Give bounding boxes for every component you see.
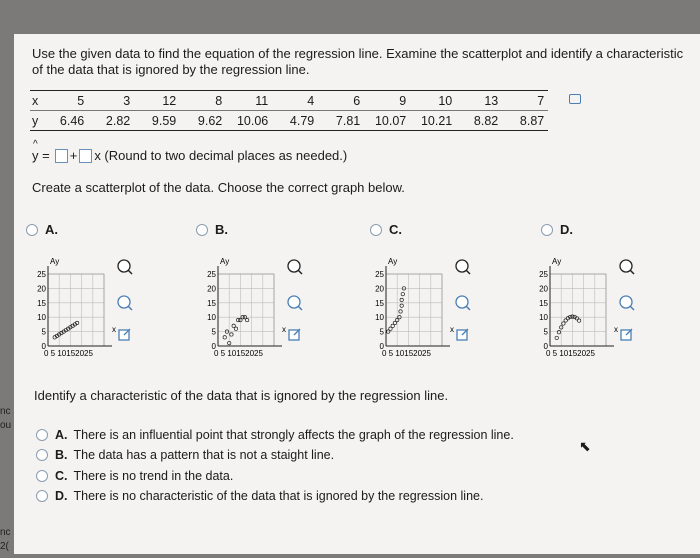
data-point: [400, 304, 403, 307]
y-tick-label: 25: [207, 270, 216, 279]
mouse-cursor-icon: ⬉: [579, 438, 591, 454]
scatter-svg: [364, 258, 474, 376]
choice-b-radio[interactable]: [36, 449, 48, 461]
scatterplot-c: [364, 258, 474, 376]
intercept-input[interactable]: [55, 149, 68, 163]
data-point: [401, 292, 404, 295]
y-tick-label: 20: [539, 284, 548, 294]
y-tick-label: 10: [375, 313, 384, 323]
y-tick-label: 0: [211, 342, 216, 351]
y-tick-label: 5: [41, 327, 46, 337]
y-tick-label: 25: [539, 270, 548, 279]
plot-frame: [550, 274, 606, 346]
data-point: [399, 310, 402, 313]
x-value: 9: [364, 91, 410, 111]
choice-a-radio[interactable]: [36, 429, 48, 441]
y-value: 7.81: [318, 111, 364, 131]
y-axis-label: Ay: [388, 258, 398, 266]
zoom-in-icon[interactable]: [288, 260, 302, 274]
side-fragment-2: ou: [0, 420, 12, 431]
zoom-in-icon[interactable]: [620, 260, 634, 274]
choice-a-text: There is an influential point that strongly affects the graph of the regression line.: [73, 428, 514, 442]
y-tick-label: 5: [379, 327, 384, 337]
side-fragment-4: 2(: [0, 541, 9, 552]
data-point: [557, 331, 560, 334]
x-label: x: [30, 91, 42, 111]
x-axis-label: x: [282, 325, 286, 334]
radio-d[interactable]: [541, 224, 553, 236]
x-value: 10: [410, 91, 456, 111]
zoom-out-icon[interactable]: [288, 296, 302, 310]
plot-frame: [386, 274, 442, 346]
y-tick-label: 25: [375, 270, 384, 279]
x-axis-label: x: [450, 325, 454, 334]
x-value: 12: [134, 91, 180, 111]
choice-d-text: There is no characteristic of the data that is ignored by the regression line.: [73, 489, 484, 503]
choice-c[interactable]: [36, 469, 233, 483]
side-fragment-1: nc: [0, 406, 11, 417]
x-value: 7: [502, 91, 548, 111]
option-d-radio[interactable]: [541, 222, 573, 237]
y-value: 9.59: [134, 111, 180, 131]
radio-c[interactable]: [370, 224, 382, 236]
y-value: 10.21: [410, 111, 456, 131]
x-value: 8: [180, 91, 226, 111]
x-tick-labels: 0 5 10152025: [382, 349, 431, 358]
y-tick-label: 15: [37, 298, 46, 308]
data-point: [230, 333, 233, 336]
x-tick-labels: 0 5 10152025: [546, 349, 595, 358]
y-value: 2.82: [88, 111, 134, 131]
data-point: [577, 319, 580, 322]
y-tick-label: 10: [539, 313, 548, 323]
plot-frame: [218, 274, 274, 346]
x-value: 3: [88, 91, 134, 111]
scatter-svg: [26, 258, 136, 376]
data-point: [400, 298, 403, 301]
y-tick-label: 15: [539, 298, 548, 308]
y-value: 10.06: [226, 111, 272, 131]
y-tick-label: 0: [41, 342, 46, 351]
option-c-label: C.: [389, 222, 402, 237]
choice-a-letter: A.: [55, 428, 68, 442]
zoom-out-icon[interactable]: [118, 296, 132, 310]
data-point: [232, 324, 235, 327]
slope-input[interactable]: [79, 149, 92, 163]
question-panel: [14, 34, 700, 554]
plot-frame: [48, 274, 104, 346]
x-row: [30, 91, 548, 111]
zoom-out-icon[interactable]: [620, 296, 634, 310]
choice-d-radio[interactable]: [36, 490, 48, 502]
y-value: 4.79: [272, 111, 318, 131]
side-fragment-3: nc: [0, 527, 11, 538]
data-point: [223, 336, 226, 339]
choice-b-letter: B.: [55, 448, 68, 462]
scatter-svg: [196, 258, 306, 376]
y-tick-label: 15: [375, 298, 384, 308]
characteristic-question: Identify a characteristic of the data that is ignored by the regression line.: [34, 388, 449, 403]
y-value: 6.46: [42, 111, 88, 131]
option-c-radio[interactable]: [370, 222, 402, 237]
x-value: 11: [226, 91, 272, 111]
choice-a[interactable]: [36, 428, 514, 442]
x-value: 5: [42, 91, 88, 111]
y-label: y: [30, 111, 42, 131]
enlarge-icon[interactable]: [289, 329, 300, 340]
x-tick-labels: 0 5 10152025: [214, 349, 263, 358]
x-tick-labels: 0 5 10152025: [44, 349, 93, 358]
choice-b[interactable]: [36, 448, 334, 462]
scatterplot-instruction: Create a scatterplot of the data. Choose the correct graph below.: [32, 180, 405, 195]
data-point: [562, 322, 565, 325]
zoom-in-icon[interactable]: [118, 260, 132, 274]
y-tick-label: 0: [379, 342, 384, 351]
y-axis-label: Ay: [220, 258, 230, 266]
radio-a[interactable]: [26, 224, 38, 236]
enlarge-icon[interactable]: [457, 329, 468, 340]
y-value: 10.07: [364, 111, 410, 131]
choice-d[interactable]: [36, 489, 483, 503]
choice-b-text: The data has a pattern that is not a staight line.: [73, 448, 335, 462]
x-axis-label: x: [614, 325, 618, 334]
option-d-label: D.: [560, 222, 573, 237]
y-value: 8.82: [456, 111, 502, 131]
y-row: [30, 111, 548, 131]
y-hat-label: ^ y =: [32, 148, 50, 163]
y-value: 8.87: [502, 111, 548, 131]
scatterplot-b: [196, 258, 306, 376]
y-tick-label: 20: [375, 284, 384, 294]
x-value: 4: [272, 91, 318, 111]
y-tick-label: 5: [543, 327, 548, 337]
y-value: 9.62: [180, 111, 226, 131]
radio-b[interactable]: [196, 224, 208, 236]
y-tick-label: 20: [207, 284, 216, 294]
x-value: 13: [456, 91, 502, 111]
data-point: [555, 336, 558, 339]
y-tick-label: 5: [211, 327, 216, 337]
plus-sign: +: [69, 148, 78, 163]
y-tick-label: 10: [207, 313, 216, 323]
scatterplot-a: [26, 258, 136, 376]
choice-c-radio[interactable]: [36, 470, 48, 482]
option-a-radio[interactable]: [26, 222, 58, 237]
scatter-svg: [528, 258, 638, 376]
enlarge-icon[interactable]: [621, 329, 632, 340]
data-table: [30, 90, 548, 131]
y-axis-label: Ay: [552, 258, 562, 266]
choice-c-letter: C.: [55, 469, 68, 483]
y-tick-label: 15: [207, 298, 216, 308]
option-a-label: A.: [45, 222, 58, 237]
y-tick-label: 20: [37, 284, 46, 294]
option-b-radio[interactable]: [196, 222, 228, 237]
rounding-note: x (Round to two decimal places as needed.): [94, 148, 348, 163]
question-text: Use the given data to find the equation of the regression line. Examine the scatterplot and identify a characteristic of the data that is ignored by the regression line.: [32, 46, 684, 77]
scatterplot-d: [528, 258, 638, 376]
x-value: 6: [318, 91, 364, 111]
y-tick-label: 0: [543, 342, 548, 351]
choice-d-letter: D.: [55, 489, 68, 503]
copy-icon[interactable]: [569, 94, 581, 104]
zoom-in-icon[interactable]: [456, 260, 470, 274]
y-axis-label: Ay: [50, 258, 60, 266]
y-tick-label: 25: [37, 270, 46, 279]
regression-equation: [32, 148, 347, 163]
zoom-out-icon[interactable]: [456, 296, 470, 310]
choice-c-text: There is no trend in the data.: [73, 469, 234, 483]
x-axis-label: x: [112, 325, 116, 334]
enlarge-icon[interactable]: [119, 329, 130, 340]
option-b-label: B.: [215, 222, 228, 237]
y-tick-label: 10: [37, 313, 46, 323]
